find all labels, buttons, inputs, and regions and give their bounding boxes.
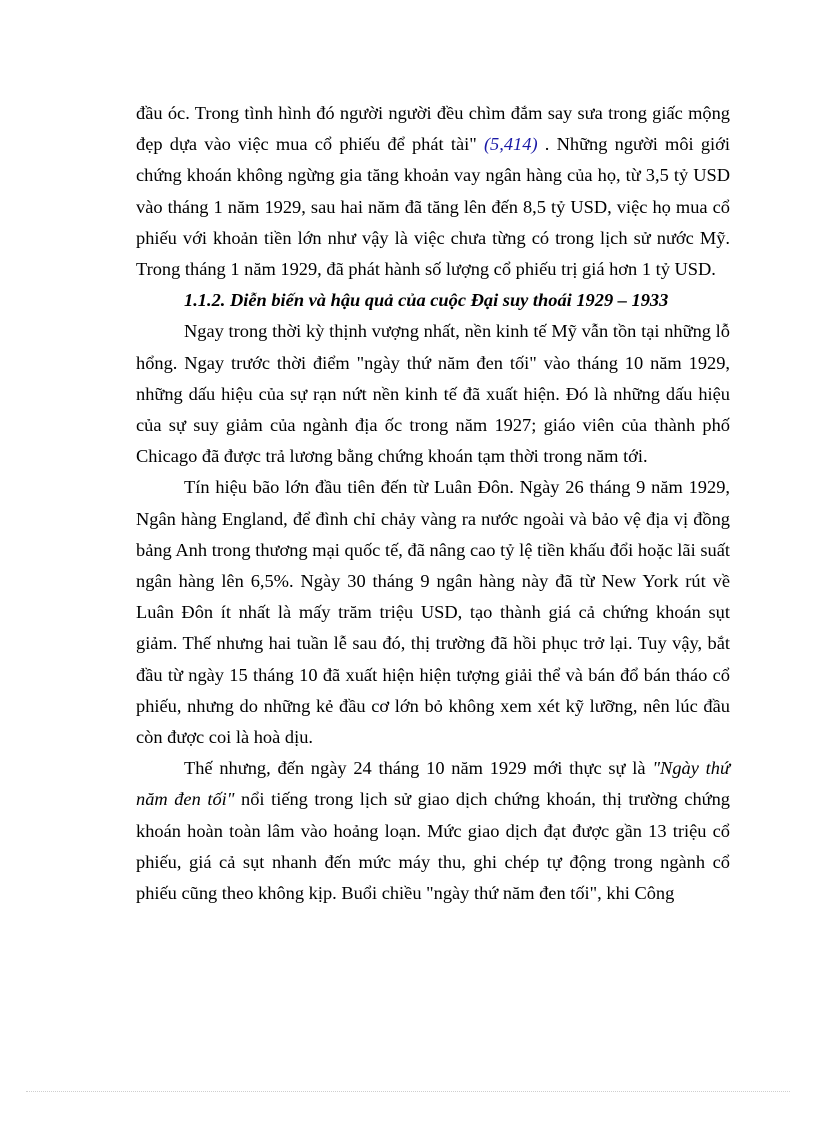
page-bottom-divider: [26, 1091, 790, 1092]
paragraph: [136, 753, 730, 909]
paragraph-text: đầu óc. Trong tình hình đó người người đều chìm đắm say sưa trong giấc mộng đẹp dựa vào việc mua cổ phiếu để phát tài": [136, 103, 730, 155]
paragraph-text: . Những người môi giới chứng khoán không ngừng gia tăng khoản vay ngân hàng của họ, từ 3,5 tỷ USD vào tháng 1 năm 1929, sau hai năm đã tăng lên đến 8,5 tỷ USD, việc họ mua cổ phiếu với khoản tiền lớn như vậy là việc chưa từng có trong lịch sử nước Mỹ. Trong tháng 1 năm 1929, đã phát hành số lượng cổ phiếu trị giá hơn 1 tỷ USD.: [136, 134, 730, 280]
paragraph: Ngay trong thời kỳ thịnh vượng nhất, nền kinh tế Mỹ vẫn tồn tại những lỗ hổng. Ngay trước thời điểm "ngày thứ năm đen tối" vào tháng 10 năm 1929, những dấu hiệu của sự rạn nứt nền kinh tế đã xuất hiện. Đó là những dấu hiệu của sự suy giảm của ngành địa ốc trong năm 1927; giáo viên của thành phố Chicago đã được trả lương bằng chứng khoán tạm thời trong năm tới.: [136, 321, 730, 467]
paragraph-continuation: [136, 98, 730, 285]
section-heading: 1.1.2. Diễn biến và hậu quả của cuộc Đại suy thoái 1929 – 1933: [184, 290, 669, 311]
paragraph-text: Thế nhưng, đến ngày 24 tháng 10 năm 1929 mới thực sự là: [184, 758, 653, 779]
paragraph-text: nổi tiếng trong lịch sử giao dịch chứng khoán, thị trường chứng khoán hoàn toàn lâm vào hoảng loạn. Mức giao dịch đạt được gần 13 triệu cổ phiếu, giá cả sụt nhanh đến mức máy thu, ghi chép tự động trong ngành cổ phiếu cũng theo không kịp. Buổi chiều "ngày thứ năm đen tối", khi Công: [136, 789, 730, 904]
body-text: [136, 98, 730, 909]
paragraph: Tín hiệu bão lớn đầu tiên đến từ Luân Đôn. Ngày 26 tháng 9 năm 1929, Ngân hàng England, để đình chỉ chảy vàng ra nước ngoài và bảo vệ địa vị đồng bảng Anh trong thương mại quốc tế, đã nâng cao tỷ lệ tiền khấu đổi hoặc lãi suất ngân hàng lên 6,5%. Ngày 30 tháng 9 ngân hàng này đã từ New York rút về Luân Đôn ít nhất là mấy trăm triệu USD, tạo thành giá cả chứng khoán sụt giảm. Thế nhưng hai tuần lễ sau đó, thị trường đã hồi phục trở lại. Tuy vậy, bắt đầu từ ngày 15 tháng 10 đã xuất hiện hiện tượng giải thể và bán đổ bán tháo cổ phiếu, nhưng do những kẻ đầu cơ lớn bỏ không xem xét kỹ lưỡng, nên lúc đầu còn được coi là hoà dịu.: [136, 477, 730, 748]
italic-phrase: "Ngày thứ năm đen tối": [136, 758, 730, 810]
citation-reference: (5,414): [483, 134, 538, 155]
